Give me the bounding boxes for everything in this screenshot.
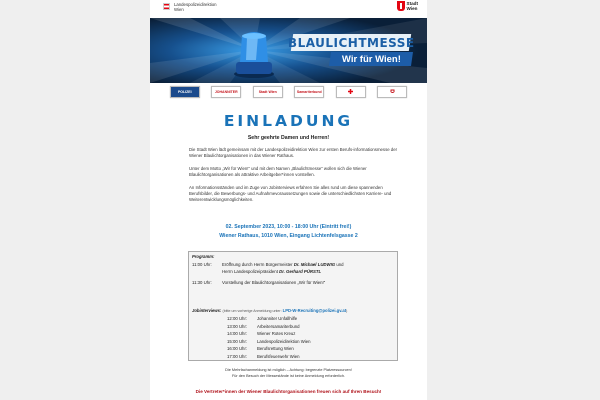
red-cross-icon (348, 89, 353, 94)
program-text (222, 269, 321, 275)
lpd-city: Wien (174, 7, 184, 12)
slot-organisation: Johanniter Unfallhilfe (257, 316, 298, 321)
program-time: 11:00 Uhr: (192, 262, 212, 267)
johanniter-logo-text: JOHANNITER (214, 89, 238, 94)
slot-organisation: Wiener Rotes Kreuz (257, 331, 296, 336)
program-text (222, 262, 344, 268)
banner-subtitle-box (329, 52, 413, 66)
feuerwehr-logo (377, 86, 407, 98)
austria-flag-icon (163, 3, 170, 10)
rotes-kreuz-logo (336, 86, 366, 98)
mayor-name: Dr. Michael LUDWIG (293, 262, 336, 267)
wien-shield-icon (397, 1, 405, 11)
jobinterviews-heading-row (192, 308, 347, 313)
stadt-wien-logo (397, 1, 418, 11)
slot-time: 14:00 Uhr: (227, 331, 248, 336)
stadt-label: Stadt (406, 1, 418, 6)
slot-time: 15:00 Uhr: (227, 338, 248, 344)
banner-subtitle: Wir für Wien! (341, 53, 401, 65)
program-text-post: und (335, 262, 344, 267)
fire-department-emblem-icon (390, 89, 395, 94)
hero-banner (150, 18, 427, 83)
registration-note-end: ) (346, 309, 348, 313)
slot-organisation: Landespolizeidirektion Wien (257, 338, 311, 344)
slot-time: 13:00 Uhr: (227, 323, 248, 329)
invitation-document (150, 0, 427, 400)
blue-light-icon (224, 24, 284, 80)
slot-time: 16:00 Uhr: (227, 346, 248, 351)
page-title: EINLADUNG (223, 112, 354, 130)
event-date: 02. September 2023, 10:00 - 18:00 Uhr (Eintritt frei!) (225, 224, 352, 230)
program-text: Vorstellung der Blaulichtorganisationen „Wir für Wien!“ (222, 280, 326, 285)
registration-email-link[interactable]: LPD-W-Recruiting@polizei.gv.at (282, 308, 347, 313)
samariterbund-logo (294, 86, 324, 98)
footnote-line-1: Die Mehrfachanmeldung ist möglich – Achtung: begrenzte Platzressourcen! (225, 368, 352, 372)
banner-title-box (287, 34, 415, 51)
closing-line: Die Vertreter*innen der Wiener Blaulichtorganisationen freuen sich auf Ihren Besuch! (195, 389, 382, 394)
event-venue: Wiener Rathaus, 1010 Wien, Eingang Lichtenfelsgasse 2 (219, 232, 358, 239)
polizei-logo (170, 86, 200, 98)
stadt-wien-small-logo-text: Stadt Wien (258, 89, 277, 94)
info-paragraph: An Informationsständen und im Zuge von Jobinterviews erfahren Sie alles rund um diese spannenden Berufsbilder, die Bewerbungs- und Aufnahmevoraussetzungen sowie die unterschiedlichsten Karriere- und Weiterentwicklungsmöglichkeiten. (189, 185, 392, 202)
registration-note: (bitte um vorherige Anmeldung unter: (222, 309, 283, 313)
program-time: 11:30 Uhr: (192, 280, 212, 285)
greeting: Sehr geehrte Damen und Herren! (247, 135, 330, 141)
polizei-logo-text: POLIZEI (177, 89, 192, 94)
wien-label: Wien (406, 6, 418, 11)
slot-organisation: Arbeitersamariterbund (257, 323, 300, 329)
program-heading: Programm: (192, 254, 215, 259)
banner-title: BLAULICHTMESSE (287, 35, 415, 50)
police-president-name: Dr. Gerhard PÜRSTL (279, 269, 322, 274)
intro-paragraph: Die Stadt Wien lädt gemeinsam mit der Landespolizeidirektion Wien zur ersten Berufs-informationsmesse der Wiener Blaulichtorganisationen in das Wiener Rathaus. (189, 147, 398, 158)
slot-time: 17:00 Uhr: (227, 353, 248, 359)
stadt-wien-small-logo (253, 86, 283, 98)
event-details (150, 223, 427, 240)
program-text-pre: Herrn Landespolizeipräsident (222, 269, 280, 274)
lpd-name: Landespolizeidirektion (174, 2, 217, 7)
footnote (150, 367, 427, 380)
samariterbund-logo-text: Samariterbund (296, 89, 322, 94)
johanniter-logo (211, 86, 241, 98)
motto-paragraph: Unter dem Motto „Wir für Wien!“ und mit dem Namen „Blaulichtmesse“ wollen sich die Wiener Blaulichtorganisationen als attraktive Arbeitgeber*innen vorstellen. (189, 166, 367, 177)
slot-time: 12:00 Uhr: (227, 316, 248, 321)
footnote-line-2: Für den Besuch der Messestände ist keine Anmeldung erforderlich. (231, 374, 346, 379)
header-bar (150, 0, 427, 18)
slot-organisation: Berufsfeuerwehr Wien (257, 353, 300, 359)
program-text-pre: Eröffnung durch Herrn Bürgermeister (222, 262, 294, 267)
slot-organisation: Berufsrettung Wien (257, 346, 294, 351)
lpd-logo (163, 2, 217, 12)
partner-logos (150, 83, 427, 100)
program-box (188, 251, 398, 361)
jobinterviews-heading: Jobinterviews: (192, 308, 222, 313)
